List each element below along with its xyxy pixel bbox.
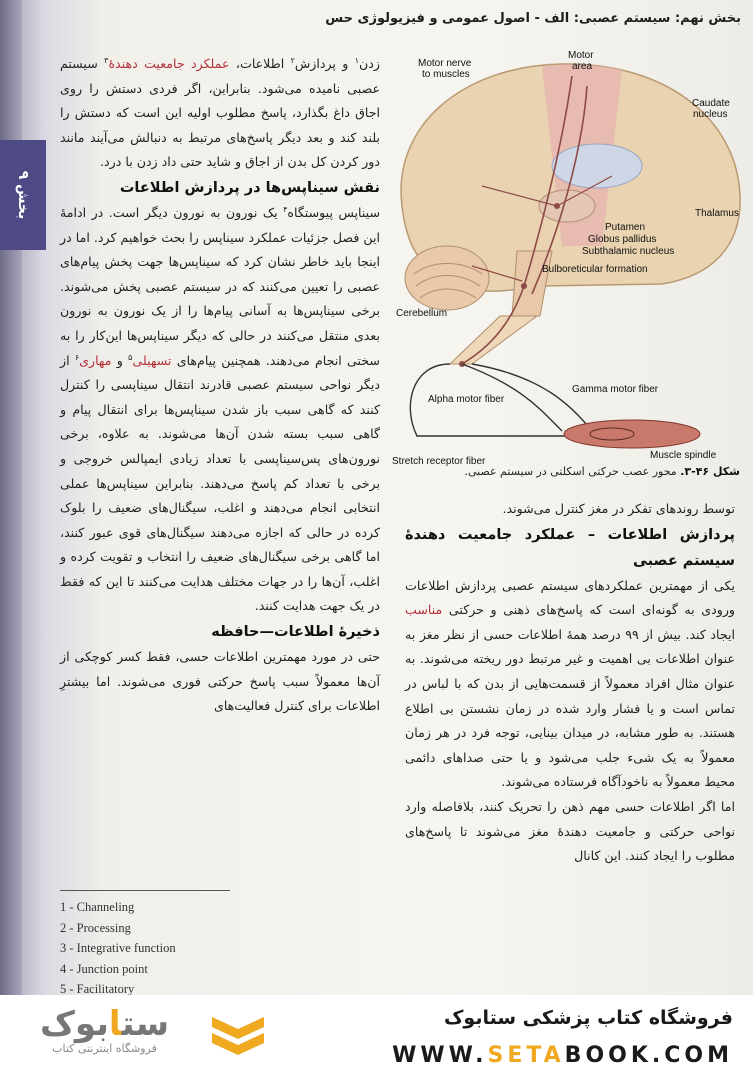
label-area: area xyxy=(572,61,593,72)
label-nucleus: nucleus xyxy=(693,109,728,120)
cerebellum xyxy=(405,246,489,310)
term-appropriate: مناسب xyxy=(405,602,443,618)
label-motor-nerve: Motor nerve xyxy=(418,58,472,69)
left-column xyxy=(60,52,380,719)
term-facilitatory: تسهیلی xyxy=(132,352,172,368)
heading-memory: ذخیرهٔ اطلاعات—حافظه xyxy=(211,624,380,641)
label-stretch: Stretch receptor fiber xyxy=(392,456,486,466)
footnotes xyxy=(60,890,390,995)
spinal-cord xyxy=(450,316,537,364)
label-putamen: Putamen xyxy=(605,222,646,233)
caudate-nucleus xyxy=(552,144,642,188)
brain-diagram xyxy=(392,46,745,466)
logo-chevron-icon xyxy=(208,1013,268,1059)
chapter-tab: بخش ۹ xyxy=(0,140,46,250)
term-integrative: عملکرد جامعیت دهندهٔ xyxy=(108,56,230,71)
paragraph-channel: اما اگر اطلاعات حسی مهم ذهن را تحریک کنند، بلافاصله وارد نواحی حرکتی و جامعیت دهندهٔ مغز می‌شوند تا پاسخ‌های مطلوب را ایجاد کنند. این کانال xyxy=(405,798,735,864)
paragraph-processing: یکی از مهمترین عملکردهای سیستم عصبی پردازش اطلاعات ورودی به گونه‌ای است که پاسخ‌های ذهنی و حرکتی مناسب ایجاد کند. بیش از ۹۹ درصد همهٔ اطلاعات حسی از نظر مغز به عنوان اطلاعات بی اهمیت و غیر مرتبط دور ریخته می‌شوند. به عنوان مثال افراد معمولاً از قسمت‌هایی از بدن که با لباس در تماس است و یا فشار وارد شده در زمان نشستن بی اطلاع هستند. به طور مشابه، در میدان بینایی، توجه فرد در هر زمان معمولاً به یک شیء جلب می‌شود و یا حتی صداهای دائمی محیط معمولاً به ناخودآگاه فرستاده می‌شوند. xyxy=(405,577,735,790)
footnote-5: 5 - Facilitatory xyxy=(60,982,135,995)
footnote-3: 3 - Integrative function xyxy=(60,941,176,955)
muscle xyxy=(564,420,700,448)
label-thalamus: Thalamus xyxy=(695,208,739,219)
label-motor: Motor xyxy=(568,50,594,61)
store-logo: ستابوک فروشگاه اینترنتی کتاب xyxy=(40,1004,170,1055)
figure-caption: شکل ۴۶-۳. محور عصب حرکتی اسکلتی در سیستم عصبی. xyxy=(464,465,740,478)
right-column xyxy=(405,497,735,869)
footnote-1: 1 - Channeling xyxy=(60,900,135,914)
store-url[interactable]: WWW.SETABOOK.COM xyxy=(392,1043,733,1068)
footnote-rule xyxy=(60,890,230,891)
footnote-2: 2 - Processing xyxy=(60,920,131,935)
label-bulboreticular: Bulboreticular formation xyxy=(542,264,648,275)
figure-motor-axis xyxy=(392,46,745,466)
paragraph-memory: حتی در مورد مهمترین اطلاعات حسی، فقط کسر کوچکی از آن‌ها معمولاً سبب پاسخ حرکتی فوری می‌شوند. اما بیشترِ اطلاعات برای کنترل فعالیت‌های xyxy=(60,649,380,714)
label-to-muscles: to muscles xyxy=(422,69,470,80)
paragraph-synapse: سیناپس پیوستگاه$^۴$ یک نورون به نورون دیگر است. در ادامهٔ این فصل جزئیات عملکرد سیناپس را بحث خواهیم کرد. اما در اینجا باید خاطر نشان کرد که سیناپس‌ها جهت پخش پیام‌های عصبی را تعیین می‌کنند که در سیستم عصبی پخش می‌شوند. برخی سیناپس‌ها به آسانی پیام‌ها را از یک نورون به نورون بعدی منتقل می‌کنند در حالی که دیگر سیناپس‌ها این‌کار را به سختی انجام می‌دهند. همچنین پیام‌های تسهیلی$^۵$ و مهاری$^۶$ از دیگر نواحی سیستم عصبی قادرند انتقال سیناپسی را کنترل کنند که گاهی سبب باز شدن سیناپس‌ها برای انتقال پیام و گاهی سبب بسته شدن آن‌ها می‌شوند. به علاوه، برخی نورون‌های پس‌سیناپسی با تعداد زیادی ایمپالس خروجی و برخی با تعداد کم پاسخ می‌دهند. بنابراین سیناپس‌ها عملی انتخابی انجام می‌دهند و اغلب، سیگنال‌های ضعیف را بلوک کرده در حالی که اجازه می‌دهند سیگنال‌های قوی عبور کنند، اما گاهی برخی سیگنال‌های ضعیف را انتخاب و تقویت کرده و اغلب، آن‌ها را در جهات مختلف هدایت می‌کنند تا این که فقط در یک جهت هدایت کنند. xyxy=(60,204,381,614)
logo-subtitle: فروشگاه اینترنتی کتاب xyxy=(52,1042,157,1055)
label-alpha: Alpha motor fiber xyxy=(428,394,505,405)
running-header xyxy=(60,10,741,44)
paragraph-integrative: زدن$^۱$ و پردازش$^۲$ اطلاعات، عملکرد جامعیت دهندهٔ$^۳$ سیستم عصبی نامیده می‌شود. بنابراین، اگر فردی دستش را روی اجاق داغ بگذارد، پاسخ مطلوب اولیه این است که دستش را بلند کند و بعد دیگر پاسخ‌های مرتبط به دنبالش می‌آیند مانند دور کردن کل بدن از اجاق و شاید حتی داد زدن با درد. xyxy=(60,55,380,170)
heading-processing: پردازش اطلاعات – عملکرد جامعیت دهندهٔ سیستم عصبی xyxy=(405,526,735,569)
paragraph-continued: توسط روندهای تفکر در مغز کنترل می‌شوند. xyxy=(502,501,735,516)
store-title: فروشگاه کتاب پزشکی ستابوک xyxy=(443,1007,733,1029)
term-inhibitory: مهاری xyxy=(79,352,112,368)
label-gamma: Gamma motor fiber xyxy=(572,384,659,395)
label-subthalamic: Subthalamic nucleus xyxy=(582,246,675,257)
header-line-1: بخش نهم: سیستم عصبی: الف - اصول عمومی و فیزیولوژی حس xyxy=(325,11,741,26)
footnote-4: 4 - Junction point xyxy=(60,961,148,976)
heading-synapse-role: نقش سیناپس‌ها در پردازش اطلاعات xyxy=(119,179,380,196)
label-cerebellum: Cerebellum xyxy=(396,308,448,319)
label-globus-pallidus: Globus pallidus xyxy=(588,234,657,245)
label-caudate: Caudate xyxy=(692,98,730,109)
label-muscle-spindle: Muscle spindle xyxy=(650,450,717,461)
